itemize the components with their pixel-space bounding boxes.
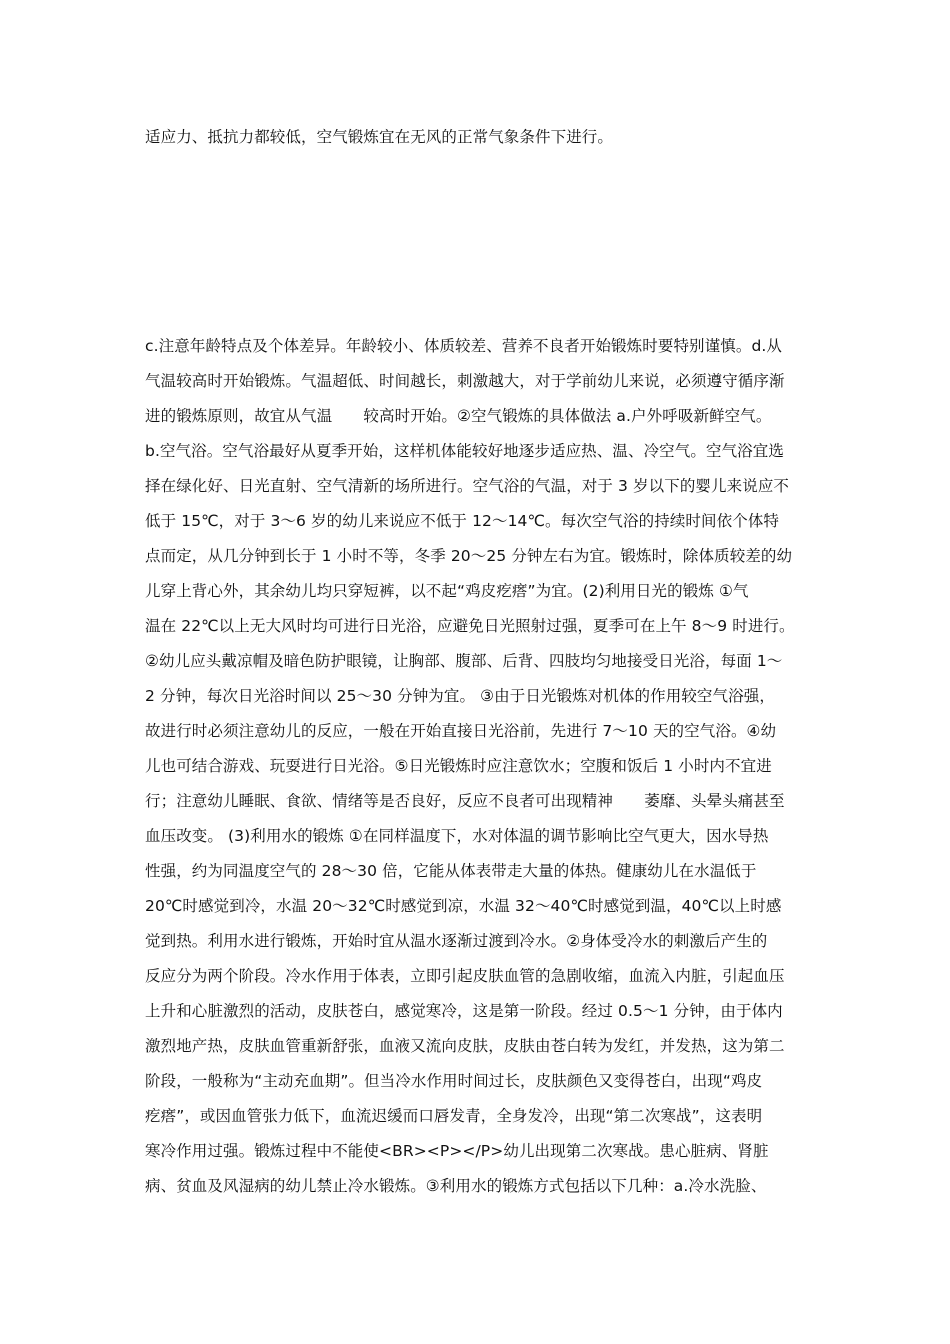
text-line: 故进行时必须注意幼儿的反应，一般在开始直接日光浴前，先进行 7～10 天的空气浴。④幼 (145, 722, 777, 740)
text-line: 病、贫血及风湿病的幼儿禁止冷水锻炼。③利用水的锻炼方式包括以下几种：a.冷水洗脸、 (145, 1177, 767, 1195)
text-line: ②幼儿应头戴凉帽及暗色防护眼镜，让胸部、腹部、后背、四肢均匀地接受日光浴，每面 1～ (145, 652, 783, 670)
text-line: 进的锻炼原则，故宜从气温 较高时开始。②空气锻炼的具体做法 a.户外呼吸新鲜空气。 (145, 407, 772, 425)
text-line: 20℃时感觉到冷，水温 20～32℃时感觉到凉，水温 32～40℃时感觉到温，40℃以上时感 (145, 897, 782, 915)
text-line: 儿也可结合游戏、玩耍进行日光浴。⑤日光锻炼时应注意饮水；空腹和饭后 1 小时内不宜进 (145, 757, 772, 775)
text-line: 阶段，一般称为“主动充血期”。但当冷水作用时间过长，皮肤颜色又变得苍白，出现“鸡皮 (145, 1072, 763, 1090)
text-line: 2 分钟，每次日光浴时间以 25～30 分钟为宜。 ③由于日光锻炼对机体的作用较空气浴强， (145, 687, 775, 705)
text-line: 激烈地产热，皮肤血管重新舒张，血液又流向皮肤，皮肤由苍白转为发红，并发热，这为第二 (145, 1037, 785, 1055)
text-line: 寒冷作用过强。锻炼过程中不能使<BR><P></P>幼儿出现第二次寒战。患心脏病、肾脏 (145, 1142, 769, 1160)
text-line: 儿穿上背心外，其余幼儿均只穿短裤，以不起“鸡皮疙瘩”为宜。(2)利用日光的锻炼 ①气 (145, 582, 749, 600)
text-line: b.空气浴。空气浴最好从夏季开始，这样机体能较好地逐步适应热、温、冷空气。空气浴宜选 (145, 442, 784, 460)
text-line: 行；注意幼儿睡眠、食欲、情绪等是否良好，反应不良者可出现精神 萎靡、头晕头痛甚至 (145, 792, 785, 810)
text-line: 性强，约为同温度空气的 28～30 倍，它能从体表带走大量的体热。健康幼儿在水温低于 (145, 862, 757, 880)
text-line: c.注意年龄特点及个体差异。年龄较小、体质较差、营养不良者开始锻炼时要特别谨慎。d.从 (145, 337, 783, 355)
text-line: 低于 15℃，对于 3～6 岁的幼儿来说应不低于 12～14℃。每次空气浴的持续时间依个体特 (145, 512, 780, 530)
text-line: 气温较高时开始锻炼。气温超低、时间越长，刺激越大，对于学前幼儿来说，必须遵守循序渐 (145, 372, 785, 390)
text-line: 上升和心脏激烈的活动，皮肤苍白，感觉寒冷，这是第一阶段。经过 0.5～1 分钟，由于体内 (145, 1002, 783, 1020)
text-line: 反应分为两个阶段。冷水作用于体表，立即引起皮肤血管的急剧收缩，血流入内脏，引起血压 (145, 967, 785, 985)
text-line: 疙瘩”，或因血管张力低下，血流迟缓而口唇发青，全身发冷，出现“第二次寒战”，这表明 (145, 1107, 763, 1125)
text-line: 温在 22℃以上无大风时均可进行日光浴，应避免日光照射过强，夏季可在上午 8～9 时进行。 (145, 617, 795, 635)
text-line: 觉到热。利用水进行锻炼，开始时宜从温水逐渐过渡到冷水。②身体受冷水的刺激后产生的 (145, 932, 768, 950)
text-line: 点而定，从几分钟到长于 1 小时不等，冬季 20～25 分钟左右为宜。锻炼时，除体质较差的幼 (145, 547, 793, 565)
text-line: 血压改变。 (3)利用水的锻炼 ①在同样温度下，水对体温的调节影响比空气更大，因水导热 (145, 827, 769, 845)
text-line: 适应力、抵抗力都较低，空气锻炼宜在无风的正常气象条件下进行。 (145, 128, 614, 146)
text-line: 择在绿化好、日光直射、空气清新的场所进行。空气浴的气温，对于 3 岁以下的婴儿来说应不 (145, 477, 790, 495)
